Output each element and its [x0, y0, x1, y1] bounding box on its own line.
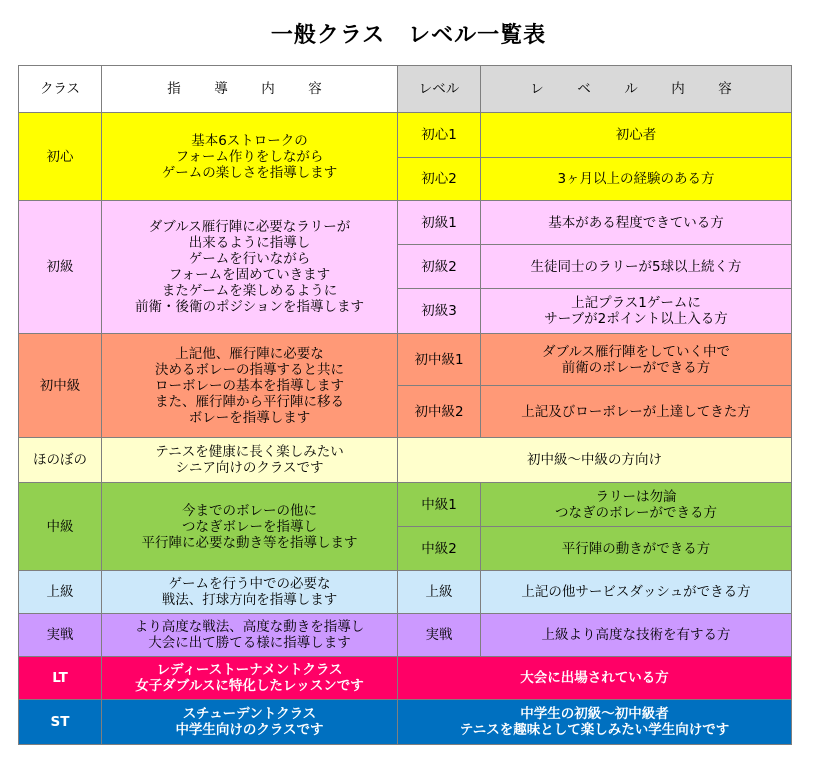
table-row — [19, 438, 792, 483]
class-name: 初級 — [19, 201, 102, 334]
table-row — [19, 113, 792, 158]
header-level-content: レ ベ ル 内 容 — [481, 66, 792, 113]
header-row — [19, 66, 792, 113]
class-content: より高度な戦法、高度な動きを指導し 大会に出て勝てる様に指導します — [102, 614, 398, 657]
level-desc: ダブルス雁行陣をしていく中で 前衛のボレーができる方 — [481, 334, 792, 386]
class-content: スチューデントクラス 中学生向けのクラスです — [102, 700, 398, 745]
class-content: レディーストーナメントクラス 女子ダブルスに特化したレッスンです — [102, 657, 398, 700]
table-row — [19, 614, 792, 657]
table-row — [19, 700, 792, 745]
level-desc-full: 大会に出場されている方 — [398, 657, 792, 700]
level-desc: 初心者 — [481, 113, 792, 158]
header-level: レベル — [398, 66, 481, 113]
level-desc: 平行陣の動きができる方 — [481, 527, 792, 571]
level-label: 実戦 — [398, 614, 481, 657]
level-desc: 基本がある程度できている方 — [481, 201, 792, 245]
class-content: テニスを健康に長く楽しみたい シニア向けのクラスです — [102, 438, 398, 483]
level-desc: 上記プラス1ゲームに サーブが2ポイント以上入る方 — [481, 289, 792, 334]
class-content: ダブルス雁行陣に必要なラリーが 出来るように指導し ゲームを行いながら フォームを固めていきます またゲームを楽しめるように 前衛・後衛のポジションを指導します — [102, 201, 398, 334]
class-name: ST — [19, 700, 102, 745]
level-desc: ラリーは勿論 つなぎのボレーができる方 — [481, 483, 792, 527]
page-title: 一般クラス レベル一覧表 — [270, 23, 547, 48]
level-label: 初級2 — [398, 245, 481, 289]
class-name: LT — [19, 657, 102, 700]
class-name: 実戦 — [19, 614, 102, 657]
class-name: 中級 — [19, 483, 102, 571]
level-desc: 上記及びローボレーが上達してきた方 — [481, 386, 792, 438]
level-label: 初級1 — [398, 201, 481, 245]
level-table — [18, 65, 792, 745]
table-row — [19, 483, 792, 527]
level-desc: 3ヶ月以上の経験のある方 — [481, 158, 792, 201]
class-content: 今までのボレーの他に つなぎボレーを指導し 平行陣に必要な動き等を指導します — [102, 483, 398, 571]
table-row — [19, 571, 792, 614]
level-desc: 上級より高度な技術を有する方 — [481, 614, 792, 657]
class-content: ゲームを行う中での必要な 戦法、打球方向を指導します — [102, 571, 398, 614]
level-label: 初級3 — [398, 289, 481, 334]
level-label: 初中級1 — [398, 334, 481, 386]
table-row — [19, 201, 792, 245]
level-desc: 生徒同士のラリーが5球以上続く方 — [481, 245, 792, 289]
table-row — [19, 657, 792, 700]
class-name: 上級 — [19, 571, 102, 614]
header-class: クラス — [19, 66, 102, 113]
level-label: 中級2 — [398, 527, 481, 571]
header-content: 指 導 内 容 — [102, 66, 398, 113]
table-row — [19, 334, 792, 386]
level-desc-full: 初中級～中級の方向け — [398, 438, 792, 483]
level-label: 上級 — [398, 571, 481, 614]
level-desc: 上記の他サービスダッシュができる方 — [481, 571, 792, 614]
level-label: 初中級2 — [398, 386, 481, 438]
class-name: 初心 — [19, 113, 102, 201]
level-label: 初心1 — [398, 113, 481, 158]
class-content: 基本6ストロークの フォーム作りをしながら ゲームの楽しさを指導します — [102, 113, 398, 201]
level-label: 中級1 — [398, 483, 481, 527]
class-name: 初中級 — [19, 334, 102, 438]
level-label: 初心2 — [398, 158, 481, 201]
class-content: 上記他、雁行陣に必要な 決めるボレーの指導すると共に ローボレーの基本を指導します また、雁行陣から平行陣に移る ボレーを指導します — [102, 334, 398, 438]
class-name: ほのぼの — [19, 438, 102, 483]
level-desc-full: 中学生の初級～初中級者 テニスを趣味として楽しみたい学生向けです — [398, 700, 792, 745]
